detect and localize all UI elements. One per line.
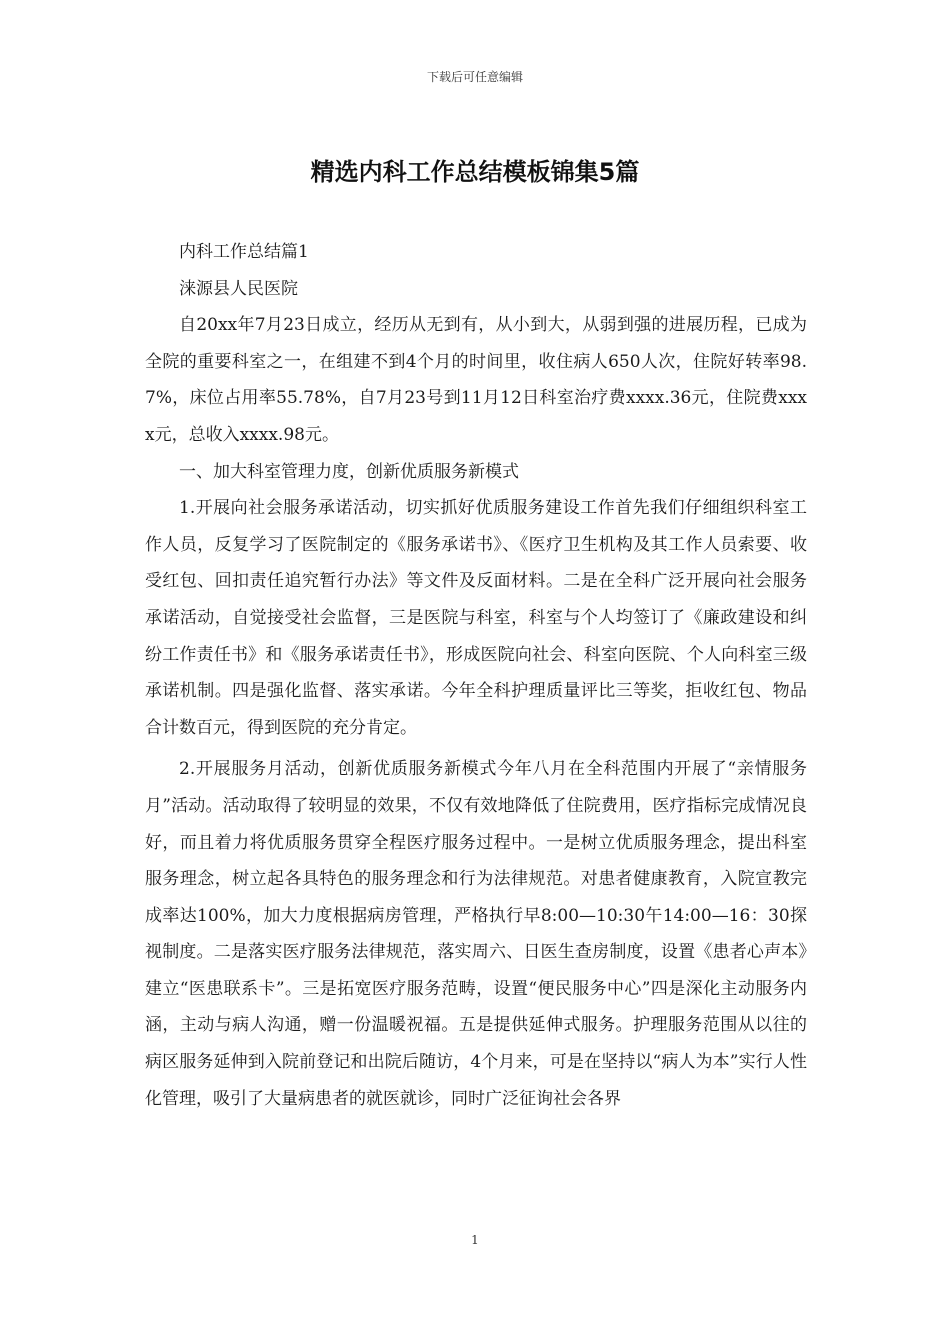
page-header: 下载后可任意编辑 [426, 70, 523, 84]
document-body [145, 234, 807, 1117]
body-paragraph: 2.开展服务月活动，创新优质服务新模式今年八月在全科范围内开展了“亲情服务月”活动。活动取得了较明显的效果，不仅有效地降低了住院费用，医疗指标完成情况良好，而且着力将优质服务贯穿全程医疗服务过程中。一是树立优质服务理念，提出科室服务理念，树立起各具特色的服务理念和行为法律规范。对患者健康教育，入院宣教完成率达100%，加大力度根据病房管理，严格执行早8:00—10:30午14:00—16：30探视制度。二是落实医疗服务法律规范，落实周六、日医生查房制度，设置《患者心声本》建立“医患联系卡”。三是拓宽医疗服务范畴，设置“便民服务中心”四是深化主动服务内涵，主动与病人沟通，赠一份温暖祝福。五是提供延伸式服务。护理服务范围从以往的病区服务延伸到入院前登记和出院后随访，4个月来，可是在坚持以“病人为本”实行人性化管理，吸引了大量病患者的就医就诊，同时广泛征询社会各界 [145, 759, 807, 1109]
section-heading: 内科工作总结篇1 [179, 242, 309, 262]
subsection-heading: 一、加大科室管理力度，创新优质服务新模式 [179, 461, 519, 482]
document-title: 精选内科工作总结模板锦集5篇 [310, 158, 640, 186]
body-paragraph: 涞源县人民医院 [179, 278, 298, 299]
body-paragraph: 自20xx年7月23日成立，经历从无到有，从小到大，从弱到强的进展历程，已成为全院的重要科室之一，在组建不到4个月的时间里，收住病人650人次，住院好转率98.7%，床位占用率55.78%，自7月23号到11月12日科室治疗费xxxx.36元，住院费xxxx元，总收入xxxx.98元。 [145, 315, 807, 445]
page-number: 1 [471, 1233, 479, 1247]
body-paragraph: 1.开展向社会服务承诺活动，切实抓好优质服务建设工作首先我们仔细组织科室工作人员，反复学习了医院制定的《服务承诺书》、《医疗卫生机构及其工作人员索要、收受红包、回扣责任追究暂行办法》等文件及反面材料。二是在全科广泛开展向社会服务承诺活动，自觉接受社会监督，三是医院与科室，科室与个人均签订了《廉政建设和纠纷工作责任书》和《服务承诺责任书》，形成医院向社会、科室向医院、个人向科室三级承诺机制。四是强化监督、落实承诺。今年全科护理质量评比三等奖，拒收红包、物品合计数百元，得到医院的充分肯定。 [145, 498, 807, 738]
